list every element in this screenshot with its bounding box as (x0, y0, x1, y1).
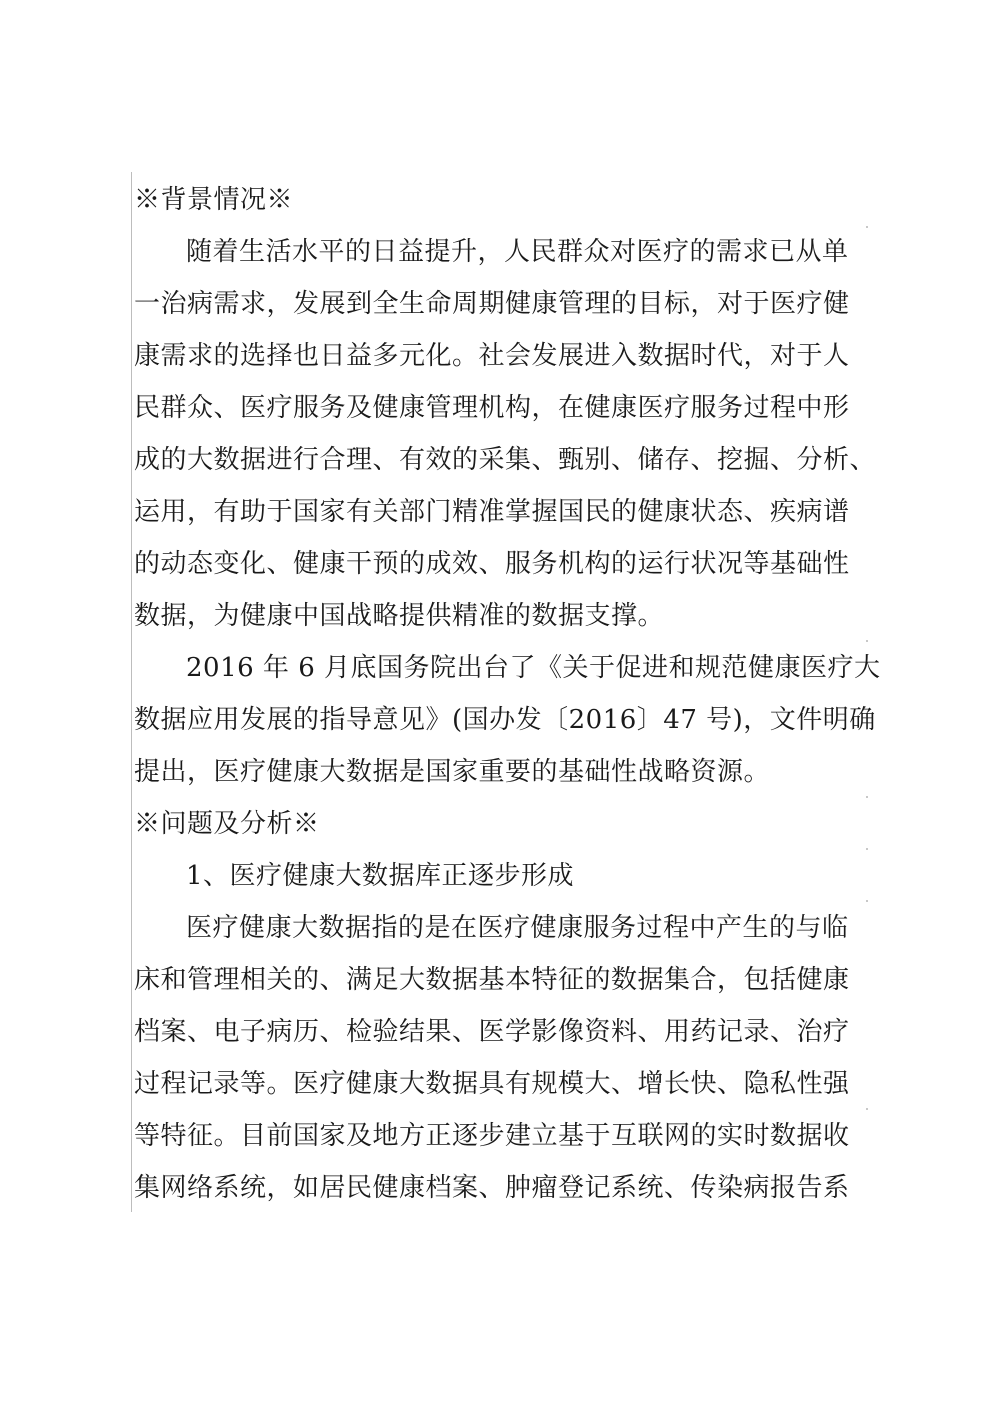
margin-mark (866, 1108, 868, 1110)
margin-mark (866, 796, 868, 798)
paragraph-line: 提出，医疗健康大数据是国家重要的基础性战略资源。 (134, 757, 771, 787)
paragraph-line: 过程记录等。医疗健康大数据具有规模大、增长快、隐私性强 (134, 1069, 850, 1099)
margin-mark (866, 848, 868, 850)
paragraph-line: 随着生活水平的日益提升，人民群众对医疗的需求已从单 (186, 237, 849, 267)
paragraph-line: 民群众、医疗服务及健康管理机构，在健康医疗服务过程中形 (134, 393, 850, 423)
paragraph-line: 数据，为健康中国战略提供精准的数据支撑。 (134, 601, 665, 631)
section-heading-background: ※背景情况※ (134, 185, 294, 215)
margin-mark (866, 640, 868, 642)
paragraph-line: 医疗健康大数据指的是在医疗健康服务过程中产生的与临 (186, 913, 849, 943)
paragraph-line: 运用，有助于国家有关部门精准掌握国民的健康状态、疾病谱 (134, 497, 850, 527)
section-heading-analysis: ※问题及分析※ (134, 809, 320, 839)
paragraph-line: 档案、电子病历、检验结果、医学影像资料、用药记录、治疗 (134, 1017, 850, 1047)
paragraph-line: 2016 年 6 月底国务院出台了《关于促进和规范健康医疗大 (186, 653, 881, 683)
paragraph-line: 一治病需求，发展到全生命周期健康管理的目标，对于医疗健 (134, 289, 850, 319)
paragraph-line: 床和管理相关的、满足大数据基本特征的数据集合，包括健康 (134, 965, 850, 995)
subsection-heading: 1、医疗健康大数据库正逐步形成 (186, 861, 575, 891)
margin-mark (866, 226, 868, 228)
paragraph-line: 康需求的选择也日益多元化。社会发展进入数据时代，对于人 (134, 341, 850, 371)
left-margin-rule (131, 172, 132, 1212)
paragraph-line: 集网络系统，如居民健康档案、肿瘤登记系统、传染病报告系 (134, 1173, 850, 1203)
paragraph-line: 成的大数据进行合理、有效的采集、甄别、储存、挖掘、分析、 (134, 445, 877, 475)
paragraph-line: 的动态变化、健康干预的成效、服务机构的运行状况等基础性 (134, 549, 850, 579)
paragraph-line: 数据应用发展的指导意见》(国办发〔2016〕47 号)，文件明确 (134, 705, 876, 735)
margin-mark (866, 900, 868, 902)
paragraph-line: 等特征。目前国家及地方正逐步建立基于互联网的实时数据收 (134, 1121, 850, 1151)
